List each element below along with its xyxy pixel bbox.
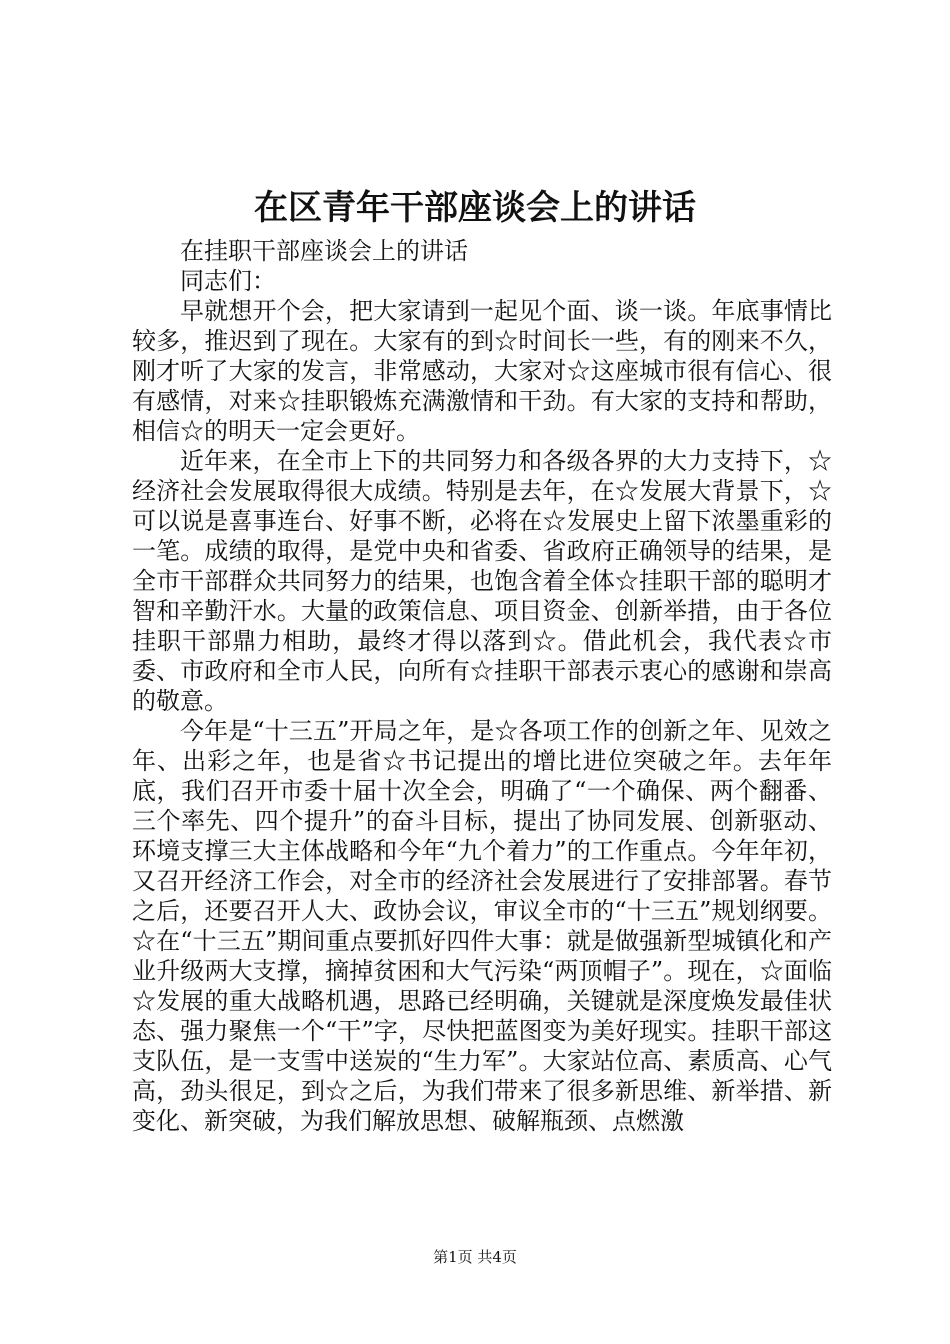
paragraph-subtitle: 在挂职干部座谈会上的讲话 bbox=[180, 237, 468, 265]
paragraph: 近年来，在全市上下的共同努力和各级各界的大力支持下，☆经济社会发展取得很大成绩。特别是去年，在☆发展大背景下，☆可以说是喜事连台、好事不断，必将在☆发展史上留下浓墨重彩的一笔。成绩的取得，是党中央和省委、省政府正确领导的结果，是全市干部群众共同努力的结果，也饱含着全体☆挂职干部的聪明才智和辛勤汗水。大量的政策信息、项目资金、创新举措，由于各位挂职干部鼎力相助，最终才得以落到☆。借此机会，我代表☆市委、市政府和全市人民，向所有☆挂职干部表示衷心的感谢和崇高的敬意。 bbox=[132, 447, 832, 715]
paragraph-salutation: 同志们： bbox=[180, 267, 276, 295]
document-body bbox=[132, 236, 832, 1136]
paragraph: 早就想开个会，把大家请到一起见个面、谈一谈。年底事情比较多，推迟到了现在。大家有的到☆时间长一些，有的刚来不久，刚才听了大家的发言，非常感动，大家对☆这座城市很有信心、很有感情，对来☆挂职锻炼充满激情和干劲。有大家的支持和帮助，相信☆的明天一定会更好。 bbox=[132, 297, 832, 445]
page-number-footer: 第1页 共4页 bbox=[433, 1248, 517, 1266]
paragraph: 今年是“十三五”开局之年，是☆各项工作的创新之年、见效之年、出彩之年，也是省☆书记提出的增比进位突破之年。去年年底，我们召开市委十届十次全会，明确了“一个确保、两个翻番、三个率先、四个提升”的奋斗目标，提出了协同发展、创新驱动、环境支撑三大主体战略和今年“九个着力”的工作重点。今年年初，又召开经济工作会，对全市的经济社会发展进行了安排部署。春节之后，还要召开人大、政协会议，审议全市的“十三五”规划纲要。☆在“十三五”期间重点要抓好四件大事：就是做强新型城镇化和产业升级两大支撑，摘掉贫困和大气污染“两顶帽子”。现在，☆面临☆发展的重大战略机遇，思路已经明确，关键就是深度焕发最佳状态、强力聚焦一个“干”字，尽快把蓝图变为美好现实。挂职干部这支队伍，是一支雪中送炭的“生力军”。大家站位高、素质高、心气高，劲头很足，到☆之后，为我们带来了很多新思维、新举措、新变化、新突破，为我们解放思想、破解瓶颈、点燃激 bbox=[132, 717, 832, 1135]
document-title: 在区青年干部座谈会上的讲话 bbox=[254, 188, 696, 228]
